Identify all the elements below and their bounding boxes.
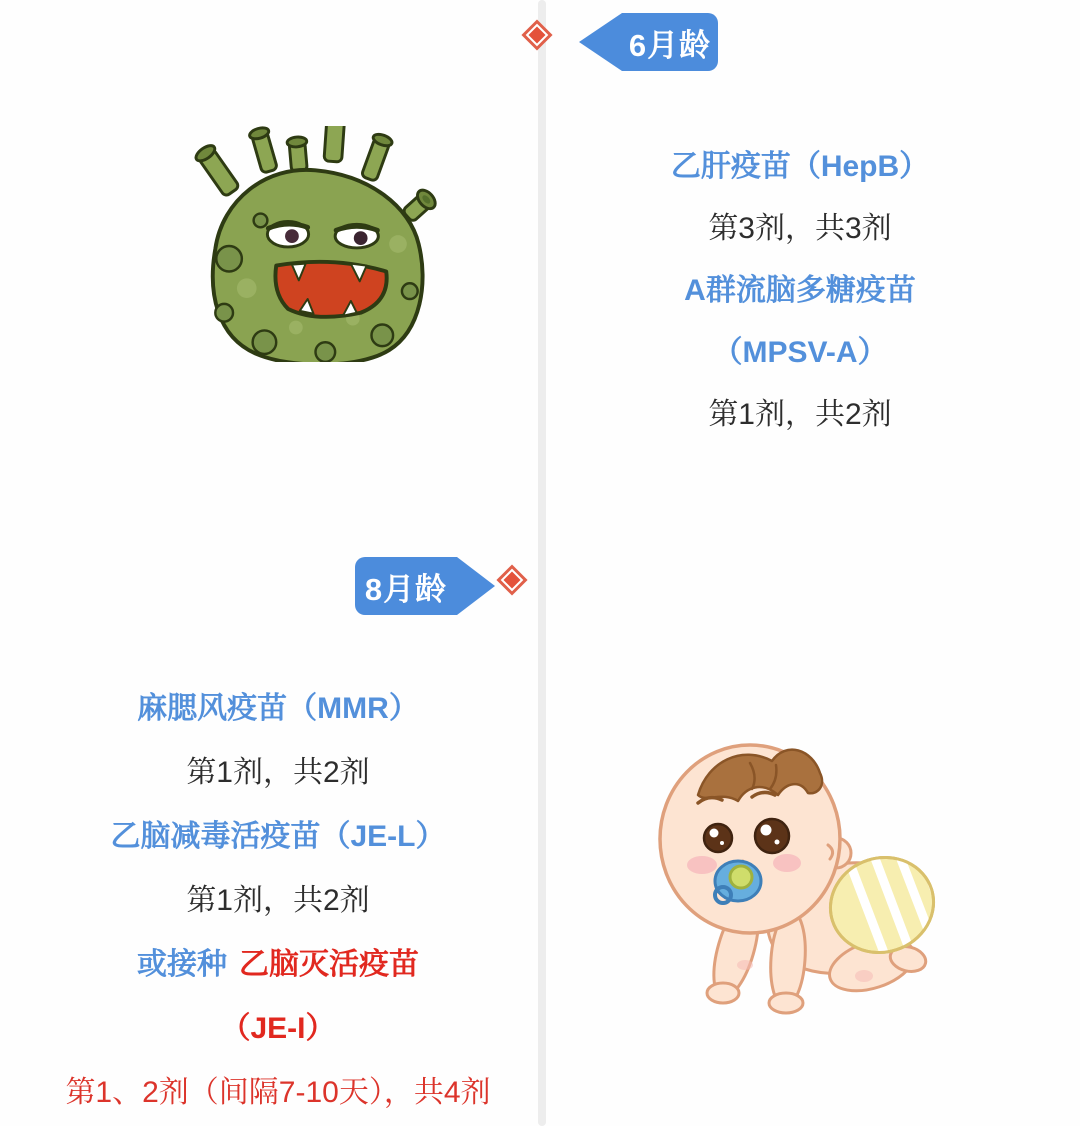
tag-arrow-left-icon [579,13,622,71]
vaccine-name: 乙脑灭活疫苗 [239,948,419,981]
timeline-marker-diamond-icon [521,19,552,50]
vaccine-abbr: （JE-I） [220,1012,336,1045]
diamond-core [504,572,521,589]
vaccine-info-6-months [600,136,1000,446]
dose-info: 第1、2剂（间隔7-10天），共4剂 [65,1076,491,1109]
dose-info: 第3剂，共3剂 [708,212,892,245]
vaccine-name: 乙脑减毒活疫苗（JE-L） [110,820,446,853]
vaccine-name: 麻腮风疫苗（MMR） [137,692,419,725]
dose-info: 第1剂，共2剂 [186,884,370,917]
dose-info: 第1剂，共2剂 [186,756,370,789]
age-tag-6-months [579,13,718,71]
vaccine-name: A群流脑多糖疫苗 [684,274,916,307]
tag-arrow-right-icon [457,557,495,615]
vaccine-abbr: （MPSV-A） [712,336,888,369]
dose-info: 第1剂，共2剂 [708,398,892,431]
age-tag-label: 6月龄 [622,13,718,71]
alternative-vaccine-line [28,933,528,997]
virus-monster-illustration [178,126,453,362]
age-tag-label: 8月龄 [355,557,457,615]
timeline-line [538,0,546,1126]
crawling-baby-illustration [650,733,990,1025]
timeline-marker-diamond-icon [496,564,527,595]
age-tag-8-months [355,557,495,615]
alternative-prefix: 或接种 [137,948,227,981]
vaccine-name: 乙肝疫苗（HepB） [670,150,930,183]
vaccine-info-8-months [28,677,528,1125]
diamond-core [529,27,546,44]
